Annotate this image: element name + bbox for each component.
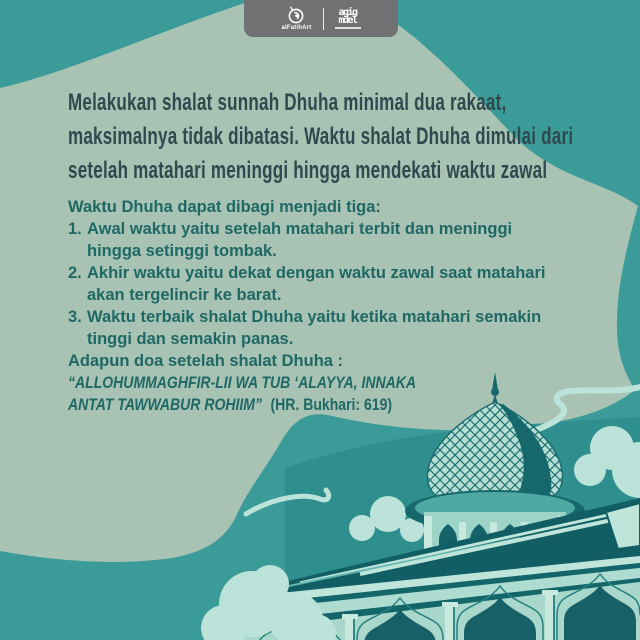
doa-quote-line: “ALLOHUMMAGHFIR-LII WA TUB ‘ALAYYA, INNAKA xyxy=(68,374,416,392)
kufic-line2: mdel xyxy=(338,14,357,26)
alfatihart-label: alFatihArt xyxy=(281,25,312,31)
kufic-line1: agig xyxy=(338,6,357,18)
doa-source: (HR. Bukhari: 619) xyxy=(270,396,393,414)
item-line: Akhir waktu yaitu dekat dengan waktu zawal saat matahari xyxy=(87,264,546,282)
list-item xyxy=(68,306,545,350)
item-number: 1. xyxy=(68,220,82,238)
heading-line: maksimalnya tidak dibatasi. Waktu shalat Dhuha dimulai dari xyxy=(68,123,574,150)
item-line: Waktu terbaik shalat Dhuha yaitu ketika matahari semakin xyxy=(87,308,542,326)
kufic-logo xyxy=(335,6,361,29)
item-number: 2. xyxy=(68,264,82,282)
logo-divider xyxy=(323,8,324,30)
item-line: hingga setinggi tombak. xyxy=(87,242,277,260)
body-intro: Waktu Dhuha dapat dibagi menjadi tiga: xyxy=(68,198,381,216)
alfatihart-logo xyxy=(281,6,311,31)
heading-line: setelah matahari meninggi hingga mendekati waktu zawal xyxy=(68,157,548,184)
item-line: Awal waktu yaitu setelah matahari terbit dan meninggi xyxy=(87,220,513,238)
logo-bar xyxy=(244,0,398,37)
kufic-caption xyxy=(335,27,361,29)
alfatihart-icon xyxy=(287,6,305,24)
doa-quote-end: ANTAT TAWWABUR ROHIIM” xyxy=(68,396,262,414)
list-item xyxy=(68,262,545,306)
heading-line: Melakukan shalat sunnah Dhuha minimal dua rakaat, xyxy=(68,89,507,116)
item-number: 3. xyxy=(68,308,82,326)
item-line: akan tergelincir ke barat. xyxy=(87,286,282,304)
heading xyxy=(68,86,640,188)
item-line: tinggi dan semakin panas. xyxy=(87,330,294,348)
body-text xyxy=(68,196,545,416)
doa-quote-line xyxy=(68,394,474,416)
doa-label: Adapun doa setelah shalat Dhuha : xyxy=(68,352,344,370)
list-item xyxy=(68,218,545,262)
